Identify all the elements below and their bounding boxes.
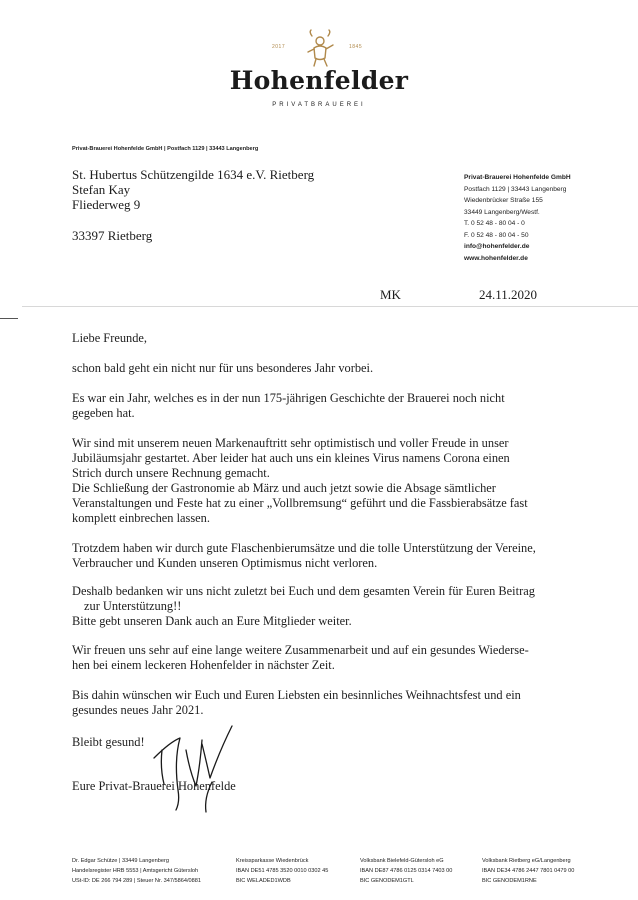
salutation: Liebe Freunde, [72, 331, 148, 345]
recipient-line: Fliederweg 9 [72, 197, 141, 212]
fold-mark [0, 318, 18, 319]
brand-subtitle: PRIVATBRAUEREI [272, 102, 366, 108]
paragraph-6 [72, 643, 568, 673]
text-line: gegeben hat. [72, 405, 135, 420]
footer-line: Dr. Edgar Schütze | 33449 Langenberg [72, 858, 169, 864]
sender-phone: T. 0 52 48 - 80 04 - 0 [464, 220, 525, 227]
sender-company: Privat-Brauerei Hohenfelde GmbH [464, 174, 571, 181]
sender-city: 33449 Langenberg/Westf. [464, 209, 540, 216]
sender-email[interactable]: info@hohenfelder.de [464, 243, 530, 250]
text-line: Trotzdem haben wir durch gute Flaschenbierumsätze und die tolle Unterstützung der Vereine, [72, 541, 536, 555]
logo-year-right: 1845 [349, 44, 363, 50]
footer-line: Volksbank Bielefeld-Gütersloh eG [360, 858, 444, 864]
reference-initials: MK [380, 287, 401, 302]
text-line: Bitte gebt unseren Dank auch an Eure Mitglieder weiter. [72, 613, 352, 628]
footer-line: USt-ID: DE 266 794 289 | Steuer Nr. 347/5864/0881 [72, 877, 201, 884]
footer-line: BIC WELADED1WDB [236, 877, 291, 884]
text-line: Bis dahin wünschen wir Euch und Euren Liebsten ein besinnliches Weihnachtsfest und ein [72, 688, 521, 702]
text-line: Es war ein Jahr, welches es in der nun 175-jährigen Geschichte der Brauerei noch nicht [72, 391, 505, 405]
text-line: gesundes neues Jahr 2021. [72, 702, 204, 717]
text-line: Strich durch unsere Rechnung gemacht. [72, 465, 270, 480]
recipient-line: Stefan Kay [72, 182, 131, 197]
footer-line: IBAN DE34 4786 2447 7801 0479 00 [482, 867, 575, 874]
sender-website[interactable]: www.hohenfelder.de [464, 255, 528, 262]
closing-signoff: Eure Privat-Brauerei Hohenfelde [72, 779, 236, 793]
brand-name: Hohenfelder [229, 66, 409, 95]
closing-greeting: Bleibt gesund! [72, 735, 145, 749]
letter-date: 24.11.2020 [479, 287, 538, 302]
footer-bank-1 [236, 857, 328, 886]
sender-return-address: Privat-Brauerei Hohenfelde GmbH | Postfach 1129 | 33443 Langenberg [72, 146, 259, 152]
paragraph-1: schon bald geht ein nicht nur für uns besonderes Jahr vorbei. [72, 361, 374, 375]
paragraph-3 [72, 436, 568, 525]
paragraph-4 [72, 541, 568, 571]
footer-bank-2 [360, 857, 452, 886]
logo-year-left: 2017 [272, 44, 286, 50]
footer-line: BIC GENODEM1GTL [360, 877, 414, 884]
text-line: Die Schließung der Gastronomie ab März und auch jetzt sowie die Absage sämtlicher [72, 480, 496, 495]
sender-street: Wiedenbrücker Straße 155 [464, 197, 543, 204]
text-line: zur Unterstützung!! [84, 598, 182, 613]
footer-line: Kreissparkasse Wiedenbrück [236, 858, 309, 864]
text-line: Verbraucher und Kunden unseren Optimismus nicht verloren. [72, 555, 378, 570]
footer-company-info [72, 857, 201, 886]
hohenfelder-emblem-icon [300, 28, 340, 68]
footer-line: IBAN DE51 4785 3520 0010 0302 45 [236, 867, 329, 874]
paragraph-2 [72, 391, 568, 421]
text-line: hen bei einem leckeren Hohenfelder in nächster Zeit. [72, 657, 335, 672]
scan-edge-line [22, 306, 638, 307]
footer-line: BIC GENODEM1RNE [482, 877, 537, 884]
text-line: Deshalb bedanken wir uns nicht zuletzt bei Euch und dem gesamten Verein für Euren Beitrag [72, 584, 535, 598]
handwritten-signature [140, 720, 250, 820]
paragraph-7 [72, 688, 568, 718]
text-line: Jubiläumsjahr gestartet. Aber leider hat auch uns ein kleines Virus namens Corona einen [72, 450, 510, 465]
footer-line: Handelsregister HRB 5553 | Amtsgericht Gütersloh [72, 867, 199, 874]
text-line: Wir sind mit unserem neuen Markenauftritt sehr optimistisch und voller Freude in unser [72, 436, 509, 450]
recipient-line: 33397 Rietberg [72, 228, 153, 243]
footer-bank-3 [482, 857, 574, 886]
footer-line: Volksbank Rietberg eG/Langenberg [482, 858, 571, 864]
recipient-line: St. Hubertus Schützengilde 1634 e.V. Rietberg [72, 167, 315, 182]
footer-line: IBAN DE87 4786 0125 0314 7403 00 [360, 867, 453, 874]
text-line: Veranstaltungen und Feste hat zu einer „Vollbremsung“ geführt und die Fassbierabsätze fast [72, 495, 528, 510]
text-line: Wir freuen uns sehr auf eine lange weitere Zusammenarbeit und auf ein gesundes Wiederse- [72, 643, 529, 657]
sender-fax: F. 0 52 48 - 80 04 - 50 [464, 232, 529, 239]
sender-postbox: Postfach 1129 | 33443 Langenberg [464, 186, 567, 193]
text-line: komplett einbrechen lassen. [72, 510, 210, 525]
paragraph-5 [72, 584, 568, 629]
